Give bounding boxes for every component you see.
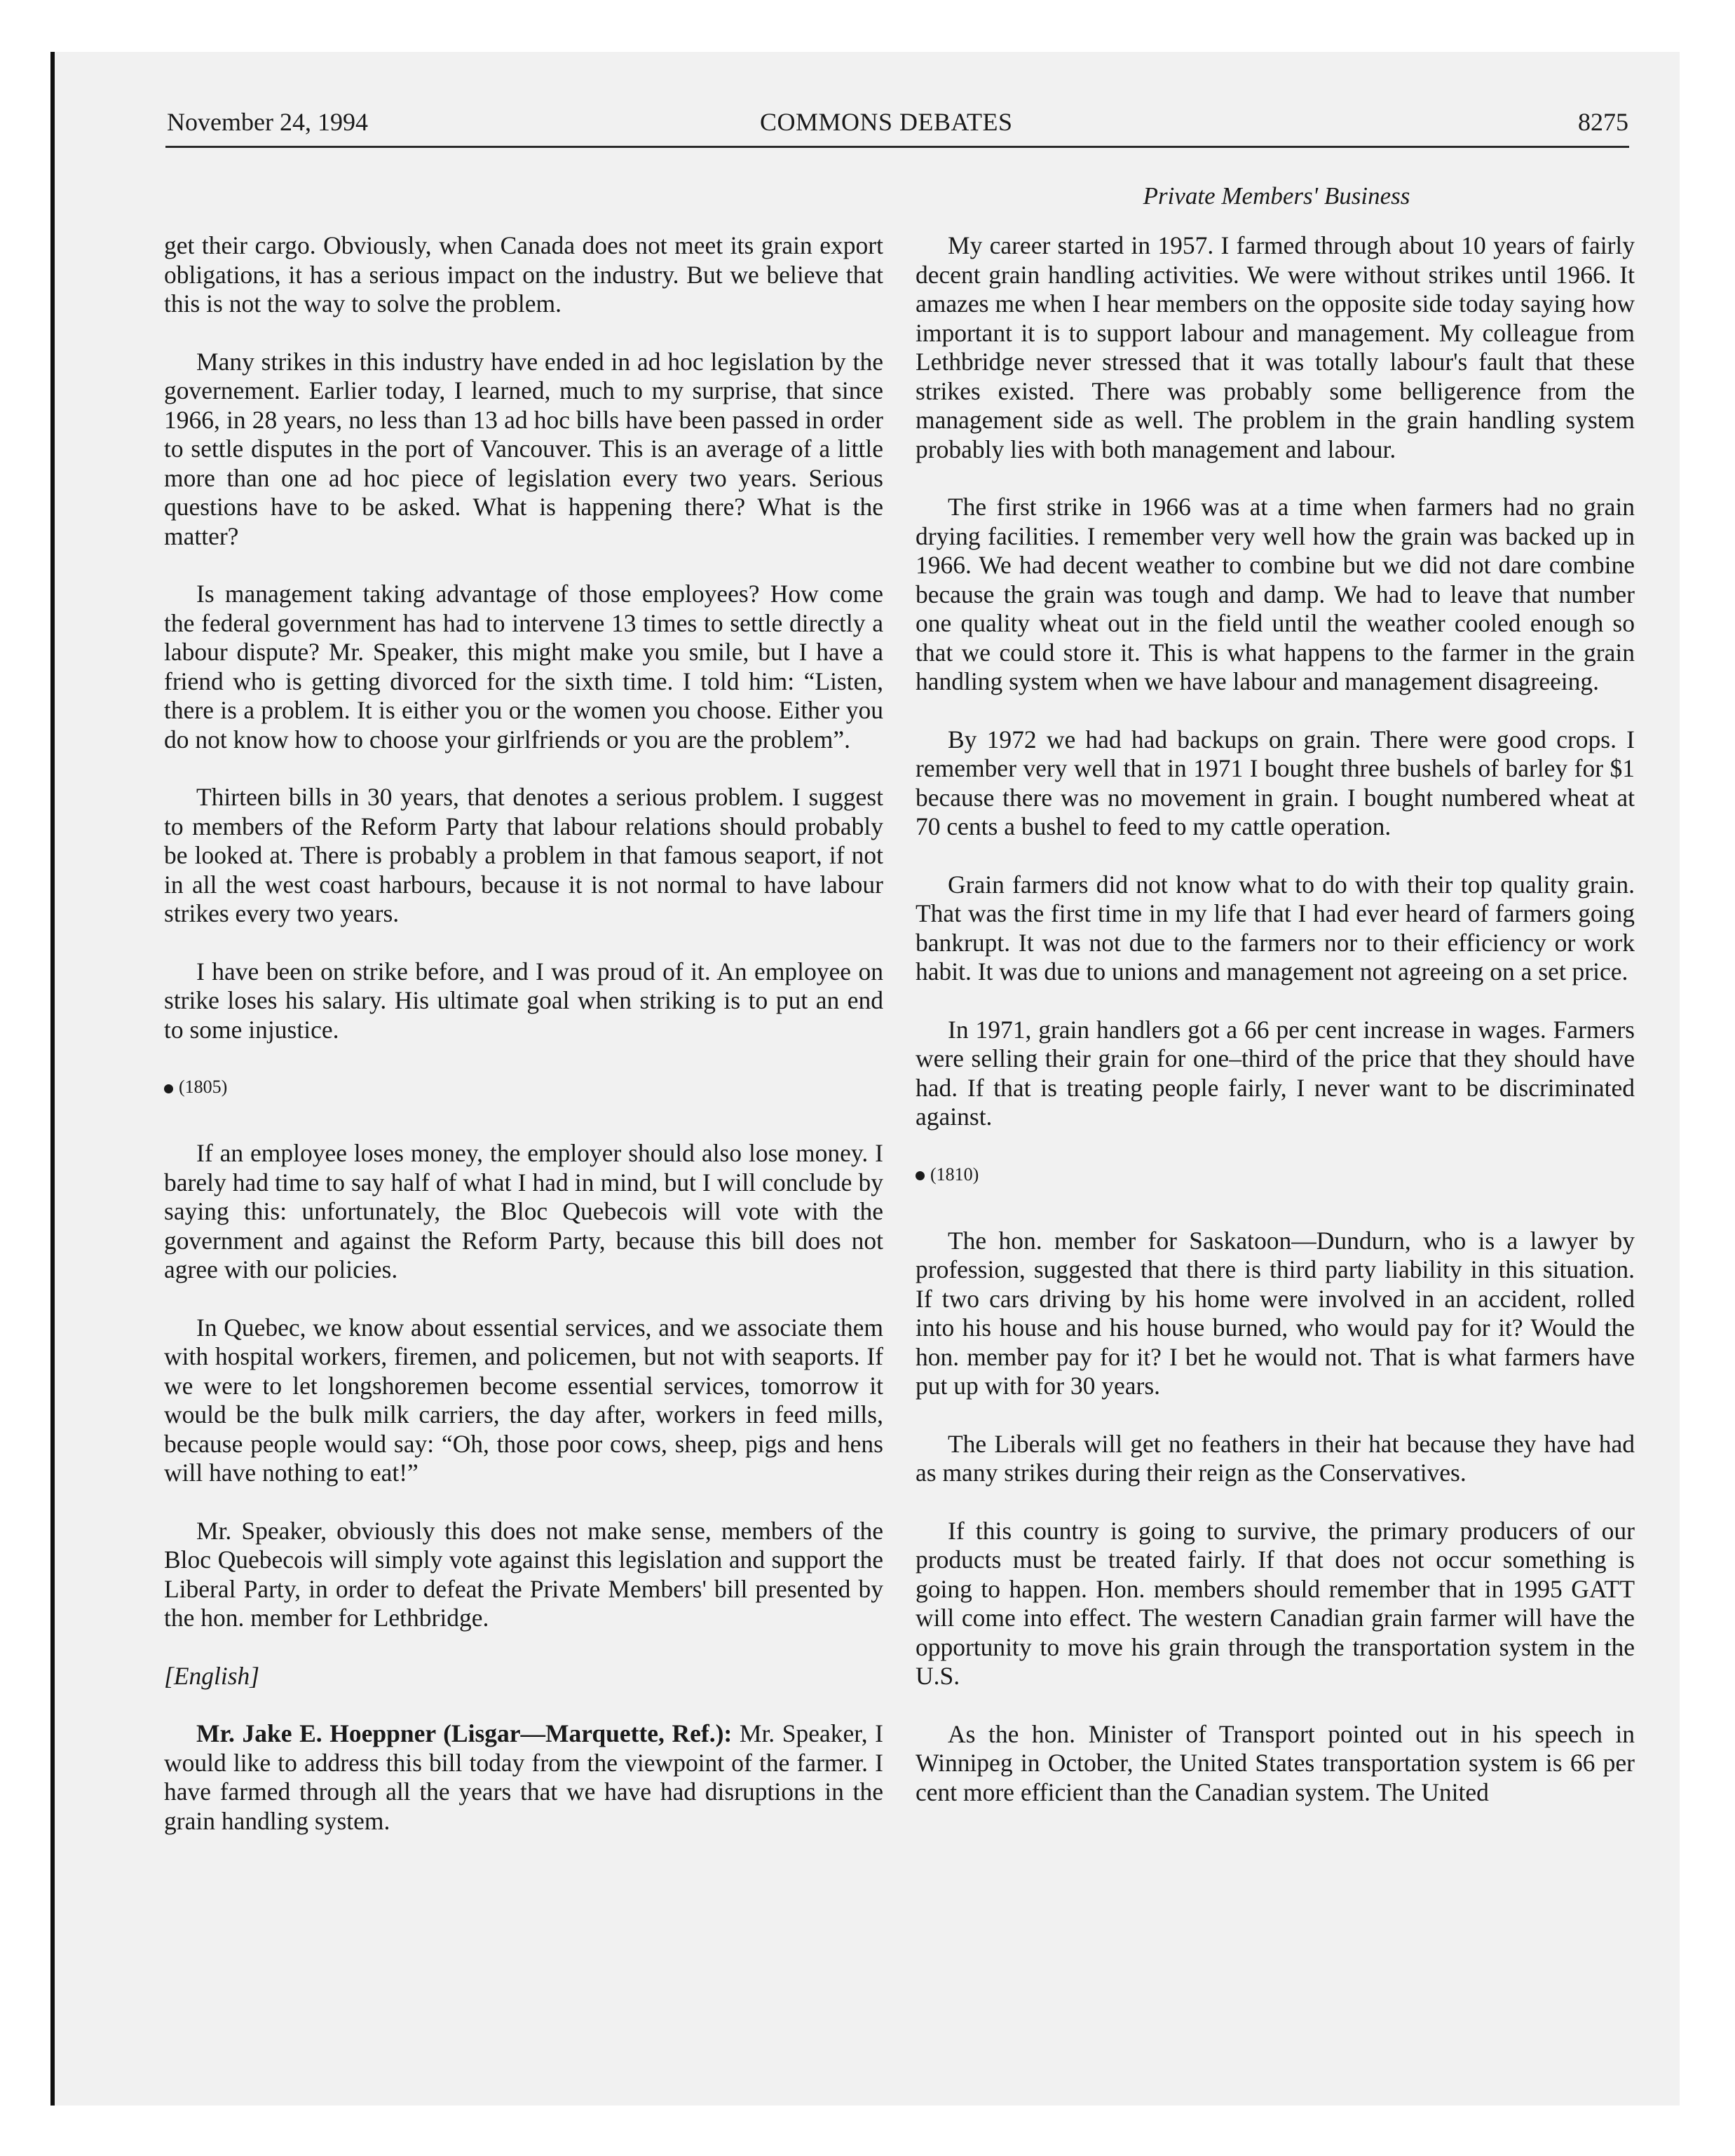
paragraph: The Liberals will get no feathers in their hat because they have had as many strikes during their reign as the Conservatives. [916, 1429, 1635, 1487]
paragraph: By 1972 we had had backups on grain. There were good crops. I remember very well that in 1971 I bought three bushels of barley for $1 because there was no movement in grain. I bought numbered wheat at 70 cents a bushel to feed to my cattle operation. [916, 725, 1635, 840]
paragraph: Thirteen bills in 30 years, that denotes a serious problem. I suggest to members of the Reform Party that labour relations should probably be looked at. There is probably a problem in that famous seaport, if not in all the west coast harbours, because it is not normal to have labour strikes every two years. [164, 783, 883, 927]
time-marker-label: (1805) [179, 1077, 228, 1097]
paragraph: The first strike in 1966 was at a time when farmers had no grain drying facilities. I remember very well how the grain was backed up in 1966. We had decent weather to combine but we did not dare combine because the grain was tough and damp. We had to leave that number one quality wheat out in the field until the weather cooled enough so that we could store it. This is what happens to the farmer in the grain handling system when we have labour and management disagreeing. [916, 493, 1635, 695]
paragraph: I have been on strike before, and I was proud of it. An employee on strike loses his salary. His ultimate goal when striking is to put an end to some injustice. [164, 957, 883, 1044]
header-title: COMMONS DEBATES [760, 108, 1013, 136]
header-date: November 24, 1994 [167, 108, 368, 136]
paragraph: My career started in 1957. I farmed through about 10 years of fairly decent grain handling activities. We were without strikes until 1966. It amazes me when I hear members on the opposite side today saying how important it is to support labour and management. My colleague from Lethbridge never stressed that it was totally labour's fault that these strikes existed. There was probably some belligerence from the management side as well. The problem in the grain handling system probably lies with both management and labour. [916, 231, 1635, 463]
header-page-number: 8275 [1578, 108, 1628, 136]
time-marker-label: (1810) [930, 1164, 979, 1185]
paragraph: The hon. member for Saskatoon—Dundurn, who is a lawyer by profession, suggested that there is third party liability in this situation. If two cars driving by his home were involved in an accident, rolled into his house and his house burned, who would pay for it? Would the hon. member pay for it? I bet he would not. That is what farmers have put up with for 30 years. [916, 1226, 1635, 1400]
speech-text: Mr. Speaker, I would like to address this bill today from the viewpoint of the farmer. I have farmed through all the years that we have had disruptions in the grain handling system. [164, 1719, 884, 1835]
paragraph: In Quebec, we know about essential services, and we associate them with hospital workers, firemen, and policemen, but not with seaports. If we were to let longshoremen become essential services, tomorrow it would be the bulk milk carriers, the day after, workers in feed mills, because people would say: “Oh, those poor cows, sheep, pigs and hens will have nothing to eat!” [164, 1313, 883, 1487]
paragraph: get their cargo. Obviously, when Canada does not meet its grain export obligations, it has a serious impact on the industry. But we believe that this is not the way to solve the problem. [164, 231, 883, 318]
paragraph: In 1971, grain handlers got a 66 per cent increase in wages. Farmers were selling their grain for one–third of the price that they should have had. If that is treating people fairly, I never want to be discriminated against. [916, 1015, 1635, 1131]
speaker-name: Mr. Jake E. Hoeppner (Lisgar—Marquette, Ref.): [196, 1719, 733, 1747]
header-rule [165, 146, 1629, 148]
left-column [164, 231, 883, 1864]
time-marker [916, 1161, 1635, 1189]
bullet-icon [164, 1084, 173, 1093]
right-column [916, 231, 1635, 1836]
language-tag: [English] [164, 1661, 260, 1690]
paragraph: As the hon. Minister of Transport pointed out in his speech in Winnipeg in October, the United States transportation system is 66 per cent more efficient than the Canadian system. The United [916, 1719, 1635, 1806]
bullet-icon [916, 1171, 925, 1180]
paragraph: Grain farmers did not know what to do with their top quality grain. That was the first time in my life that I had ever heard of farmers going bankrupt. It was not due to the farmers nor to their efficiency or work habit. It was due to unions and management not agreeing on a set price. [916, 870, 1635, 985]
paragraph: If this country is going to survive, the primary producers of our products must be treated fairly. If that does not occur something is going to happen. Hon. members should remember that in 1995 GATT will come into effect. The western Canadian grain farmer will have the opportunity to move his grain through the transportation system in the U.S. [916, 1516, 1635, 1690]
paragraph: Many strikes in this industry have ended in ad hoc legislation by the governement. Earlier today, I learned, much to my surprise, that since 1966, in 28 years, no less than 13 ad hoc bills have been passed in order to settle disputes in the port of Vancouver. This is an average of a little more than one ad hoc piece of legislation every two years. Serious questions have to be asked. What is happening there? What is the matter? [164, 347, 883, 550]
scan-edge-shadow [50, 52, 55, 2106]
paragraph: If an employee loses money, the employer should also lose money. I barely had time to say half of what I had in mind, but I will conclude by saying this: unfortunately, the Bloc Quebecois will vote with the government and against the Reform Party, because this bill does not agree with our policies. [164, 1139, 883, 1283]
paragraph: Mr. Speaker, obviously this does not make sense, members of the Bloc Quebecois will simply vote against this legislation and support the Liberal Party, in order to defeat the Private Members' bill presented by the hon. member for Lethbridge. [164, 1516, 883, 1632]
paragraph: Is management taking advantage of those employees? How come the federal government has had to intervene 13 times to settle directly a labour dispute? Mr. Speaker, this might make you smile, but I have a friend who is getting divorced for the sixth time. I told him: “Listen, there is a problem. It is either you or the women you choose. Either you do not know how to choose your girlfriends or you are the problem”. [164, 580, 883, 753]
section-title: Private Members' Business [1143, 182, 1410, 210]
time-marker [164, 1073, 883, 1101]
speech-paragraph [164, 1719, 883, 1836]
